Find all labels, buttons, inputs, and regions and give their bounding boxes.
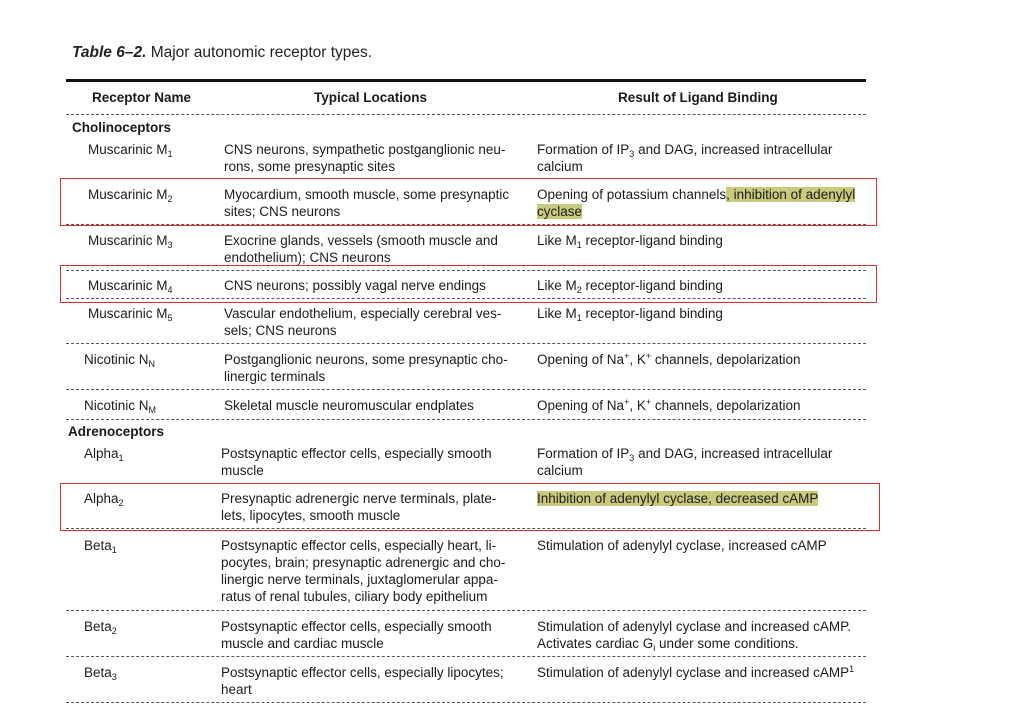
row-result: Opening of Na+, K+ channels, depolarization [537,397,801,413]
annotation-box-m4 [60,265,877,303]
header-result: Result of Ligand Binding [618,90,778,105]
group-cholinoceptors: Cholinoceptors [72,120,172,135]
row-divider [66,610,866,611]
row-divider [66,656,866,657]
header-divider [66,114,866,115]
table-top-rule [66,79,866,82]
row-name: Nicotinic $N_M$ [84,398,157,415]
row-location: Postsynaptic effector cells, especially smooth muscle and cardiac muscle [221,619,492,651]
row-result: Formation of $IP_3$ and DAG, increased intracellular calcium [537,142,833,174]
group-adrenoceptors: Adrenoceptors [68,424,165,439]
row-name: Muscarinic $M_3$ [88,233,173,250]
row-location: Postsynaptic effector cells, especially lipocytes; heart [221,665,504,697]
row-name: Alpha$_2$ [84,491,124,508]
highlight-marker: Inhibition of adenylyl cyclase, decreased cAMP [537,491,819,506]
row-location: Presynaptic adrenergic nerve terminals, plate- lets, lipocytes, smooth muscle [221,491,497,523]
row-result: Stimulation of adenylyl cyclase and increased cAMP$^1$ [537,664,855,680]
table-caption [72,44,372,62]
row-name: Alpha$_1$ [84,446,124,463]
row-result: Stimulation of adenylyl cyclase, increased cAMP [537,538,827,553]
row-name: Muscarinic $M_2$ [88,187,173,204]
row-name: Beta$_1$ [84,538,117,555]
row-result: Like $M_1$ receptor-ligand binding [537,233,723,250]
row-name: Beta$_3$ [84,665,117,682]
row-location: Skeletal muscle neuromuscular endplates [224,398,474,413]
table-title: Major autonomic receptor types. [150,44,373,61]
row-result: Opening of potassium channels, inhibition of adenylyl cyclase [537,187,856,219]
row-location: CNS neurons, sympathetic postganglionic neu- rons, some presynaptic sites [224,142,506,174]
row-divider [66,389,866,390]
row-name: Muscarinic $M_1$ [88,142,173,159]
highlight-marker: , inhibition of adenylyl cyclase [537,187,856,219]
row-location: Vascular endothelium, especially cerebral ves- sels; CNS neurons [224,306,502,338]
annotation-box-alpha2 [60,483,880,531]
row-name: Muscarinic $M_4$ [88,278,173,295]
annotation-box-m2 [60,178,877,226]
header-typical-locations: Typical Locations [314,90,428,105]
row-result: Stimulation of adenylyl cyclase and increased cAMP. Activates cardiac $G_i$ under some conditions. [537,619,852,653]
row-location: Postganglionic neurons, some presynaptic cho- linergic terminals [224,352,508,384]
row-location: Exocrine glands, vessels (smooth muscle and endothelium); CNS neurons [224,233,498,265]
row-divider [66,343,866,344]
header-receptor-name: Receptor Name [92,90,192,105]
row-result: Formation of $IP_3$ and DAG, increased intracellular calcium [537,446,833,478]
row-divider [66,702,866,703]
row-name: Muscarinic $M_5$ [88,306,173,323]
row-result: Opening of Na+, K+ channels, depolarization [537,351,801,367]
row-location: CNS neurons; possibly vagal nerve endings [224,278,486,293]
row-divider [66,419,866,420]
table-number: Table 6–2. [72,44,147,61]
row-name: Beta$_2$ [84,619,117,636]
row-name: Nicotinic $N_N$ [84,352,156,369]
row-result: Like $M_2$ receptor-ligand binding [537,278,723,295]
row-location: Postsynaptic effector cells, especially heart, li- pocytes, brain; presynaptic adrenergic and cho- linergic nerve terminals, juxtaglomerular appa- ratus of renal tubules, ciliary body epithelium [221,538,506,604]
row-location: Myocardium, smooth muscle, some presynaptic sites; CNS neurons [224,187,510,219]
row-result: Like $M_1$ receptor-ligand binding [537,306,723,323]
row-location: Postsynaptic effector cells, especially smooth muscle [221,446,492,478]
